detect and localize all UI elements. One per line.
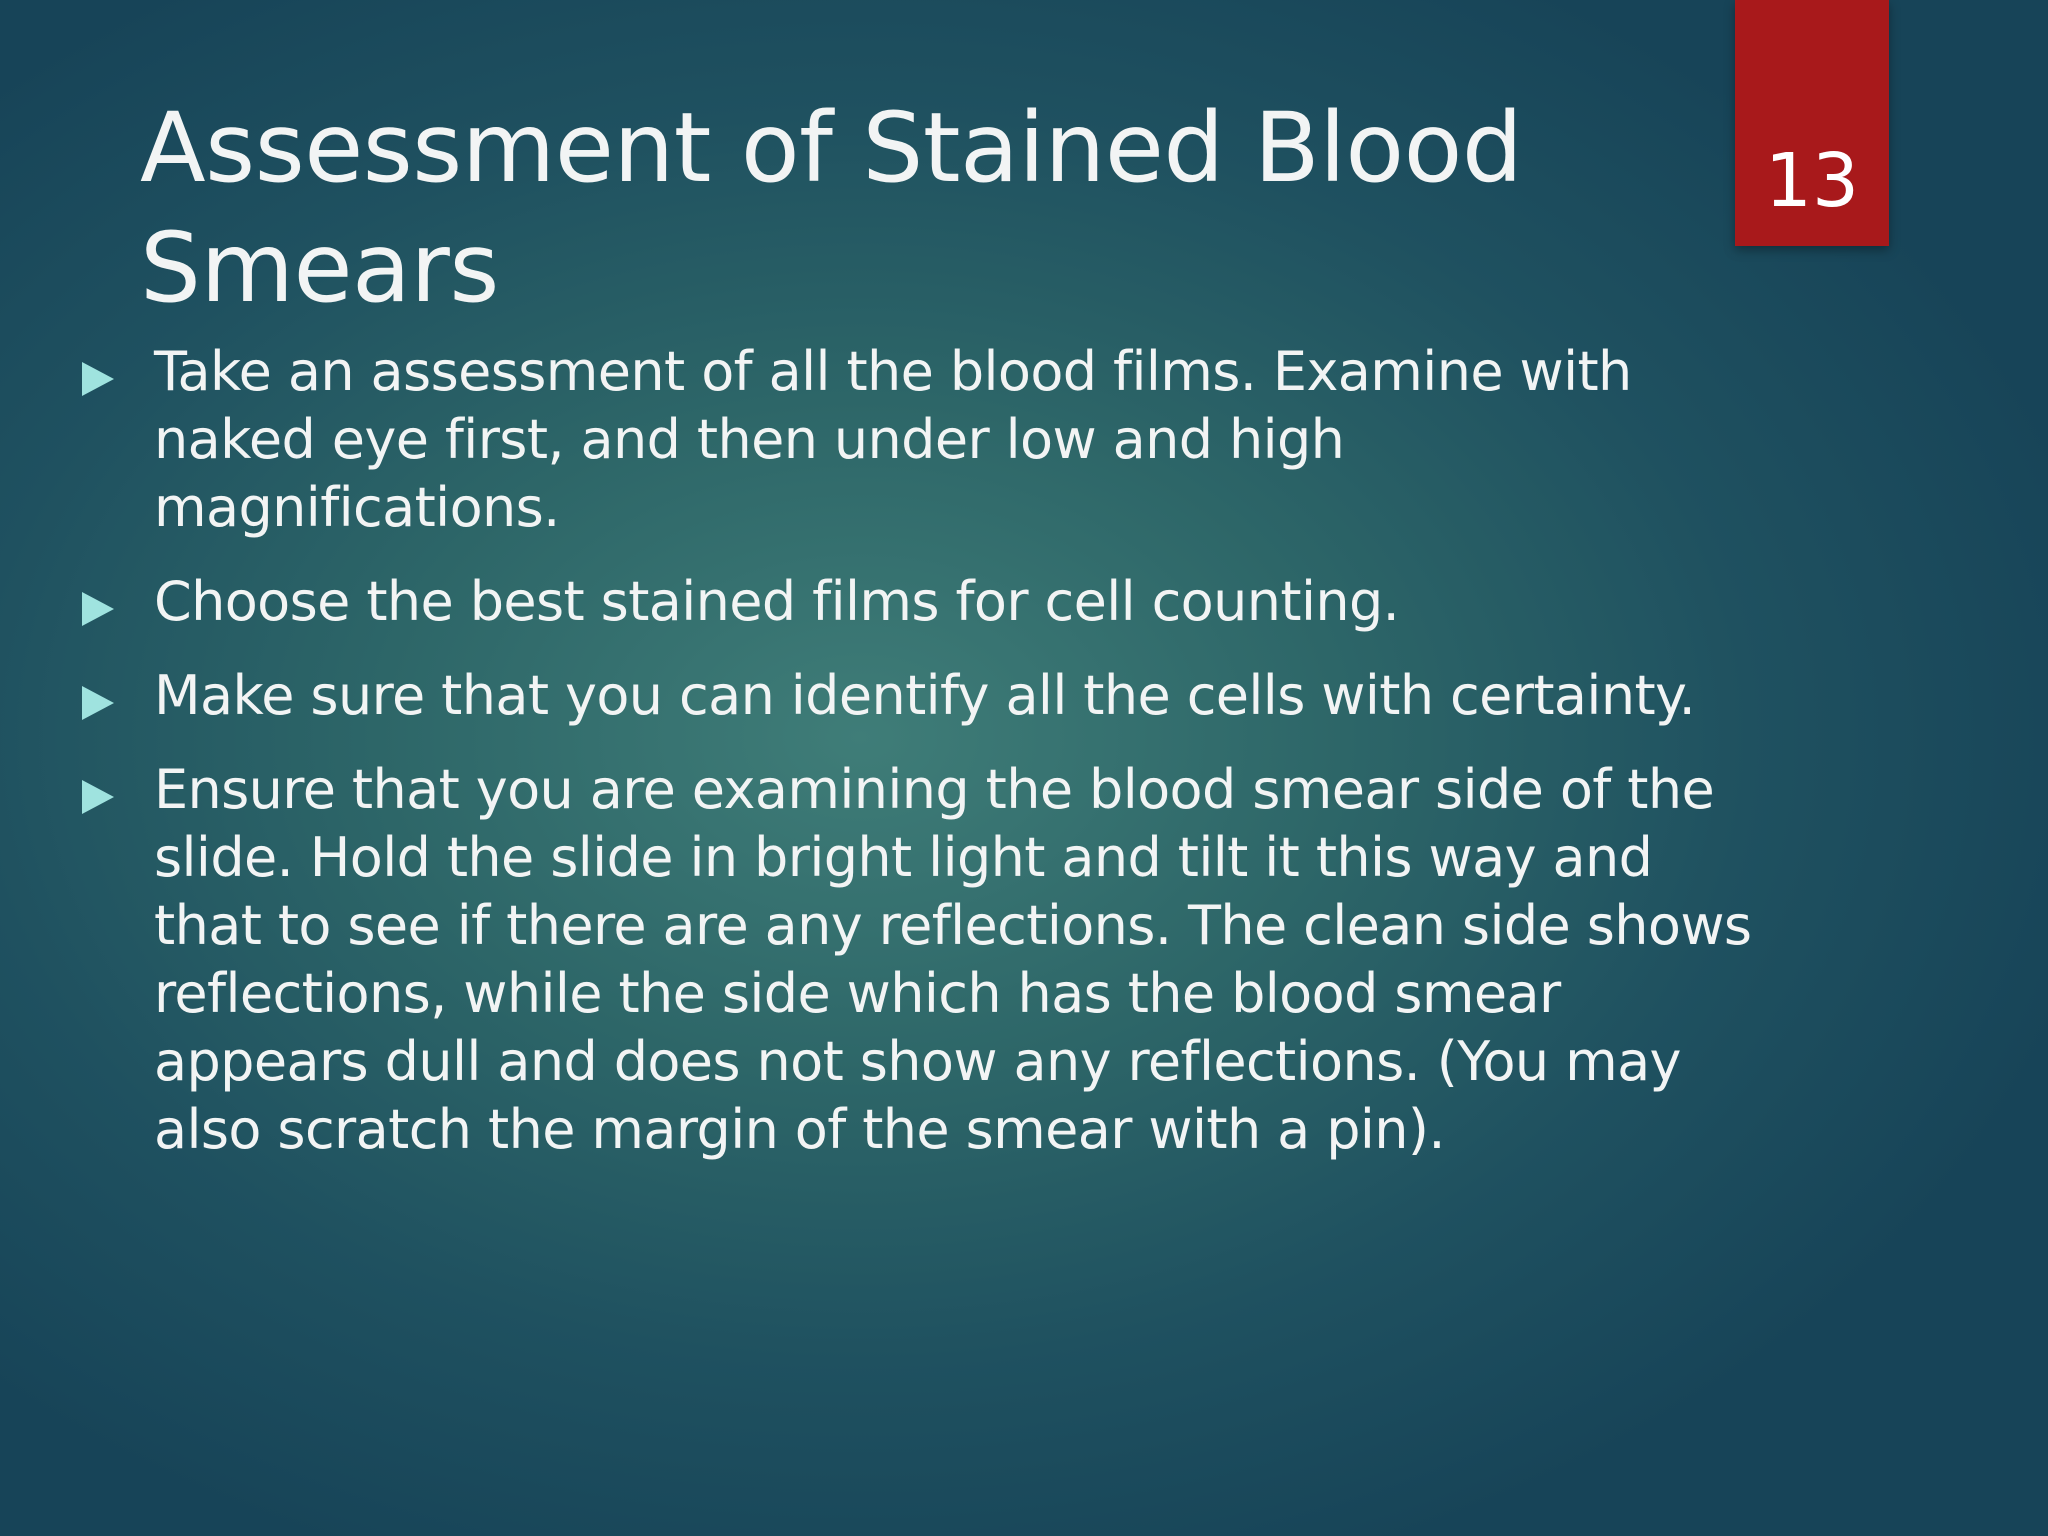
bullet-item	[76, 568, 1766, 636]
bullet-item	[76, 756, 1766, 1164]
triangle-right-icon	[82, 686, 114, 720]
bullet-item	[76, 338, 1766, 542]
slide-title: Assessment of Stained Blood Smears	[140, 92, 1523, 324]
triangle-right-icon	[82, 362, 114, 396]
triangle-right-icon	[82, 592, 114, 626]
bullet-item	[76, 662, 1766, 730]
bullet-text: Make sure that you can identify all the cells with certainty.	[154, 664, 1696, 727]
bullet-text: Choose the best stained films for cell counting.	[154, 570, 1400, 633]
bullet-text: Take an assessment of all the blood films. Examine with naked eye first, and then under low and high magnifications.	[154, 340, 1632, 539]
slide-number: 13	[1764, 138, 1860, 224]
slide-number-tab	[1735, 0, 1889, 246]
triangle-right-icon	[82, 780, 114, 814]
bullet-list	[76, 338, 1766, 1190]
bullet-text: Ensure that you are examining the blood smear side of the slide. Hold the slide in bright light and tilt it this way and that to see if there are any reflections. The clean side shows reflections, while the side which has the blood smear appears dull and does not show any reflections. (You may also scratch the margin of the smear with a pin).	[154, 758, 1752, 1161]
